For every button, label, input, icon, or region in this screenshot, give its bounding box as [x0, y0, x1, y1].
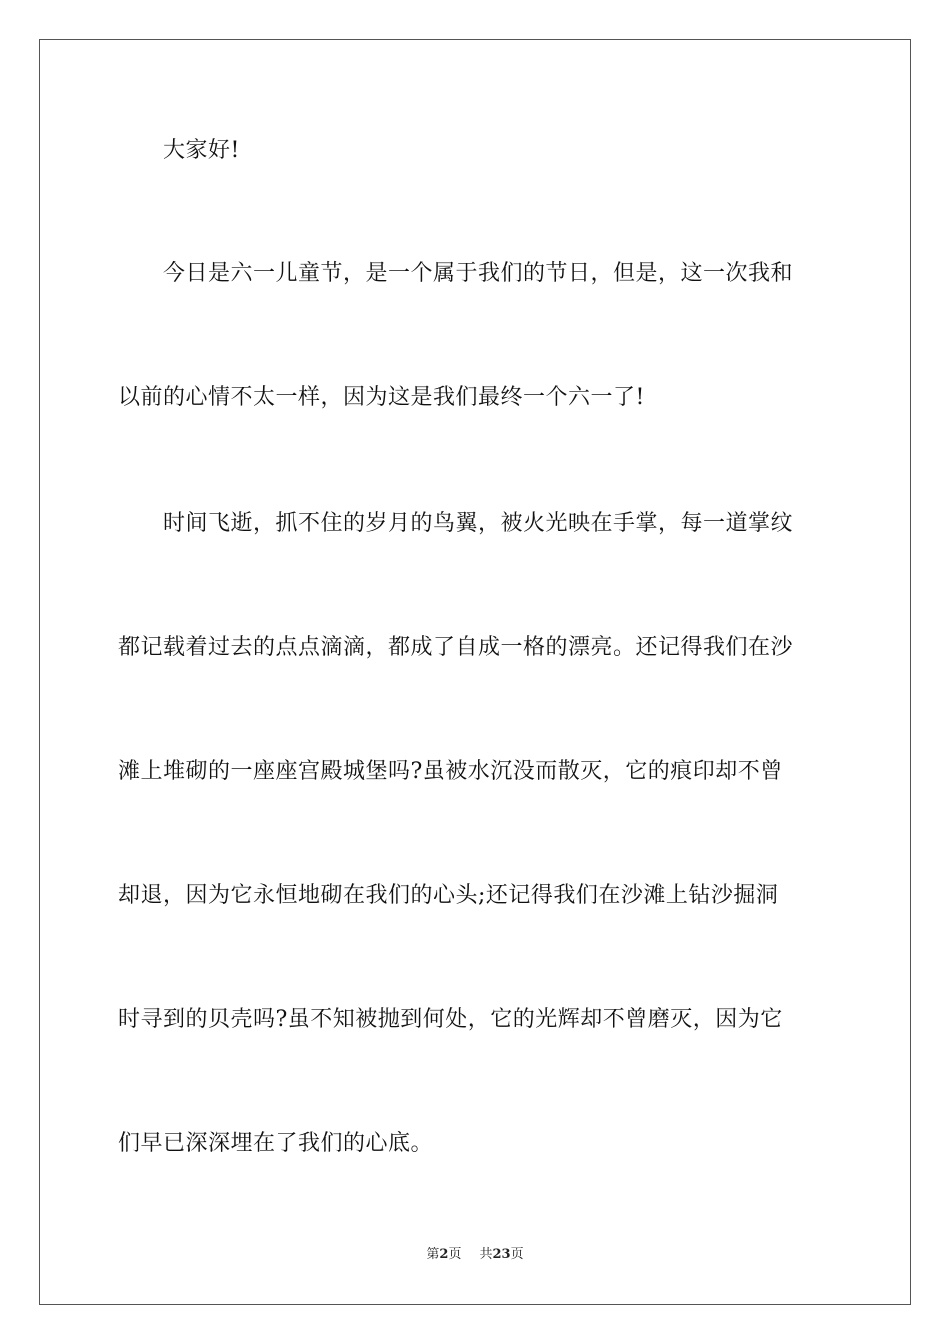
total-pages: 23: [492, 1247, 511, 1262]
paragraph-line: 却退，因为它永恒地砌在我们的心头;还记得我们在沙滩上钻沙掘洞: [118, 883, 779, 908]
paragraph-line: 都记载着过去的点点滴滴，都成了自成一格的漂亮。还记得我们在沙: [118, 635, 794, 660]
paragraph-line: 时寻到的贝壳吗?虽不知被抛到何处，它的光辉却不曾磨灭，因为它: [118, 1007, 783, 1032]
paragraph-line: 以前的心情不太一样，因为这是我们最终一个六一了!: [118, 385, 645, 410]
greeting-line: 大家好!: [163, 138, 240, 163]
page-number: 2: [439, 1247, 449, 1262]
page-border: [39, 39, 911, 1305]
total-suffix: 页: [510, 1247, 524, 1262]
total-prefix: 共: [479, 1247, 493, 1262]
paragraph-line: 时间飞逝，抓不住的岁月的鸟翼，被火光映在手掌，每一道掌纹: [163, 511, 794, 536]
page-suffix: 页: [448, 1247, 462, 1262]
page-footer: [0, 1246, 950, 1264]
paragraph-line: 今日是六一儿童节，是一个属于我们的节日，但是，这一次我和: [163, 261, 794, 286]
paragraph-line: 们早已深深埋在了我们的心底。: [118, 1131, 434, 1156]
page-prefix: 第: [426, 1247, 440, 1262]
paragraph-line: 滩上堆砌的一座座宫殿城堡吗?虽被水沉没而散灭，它的痕印却不曾: [118, 759, 783, 784]
